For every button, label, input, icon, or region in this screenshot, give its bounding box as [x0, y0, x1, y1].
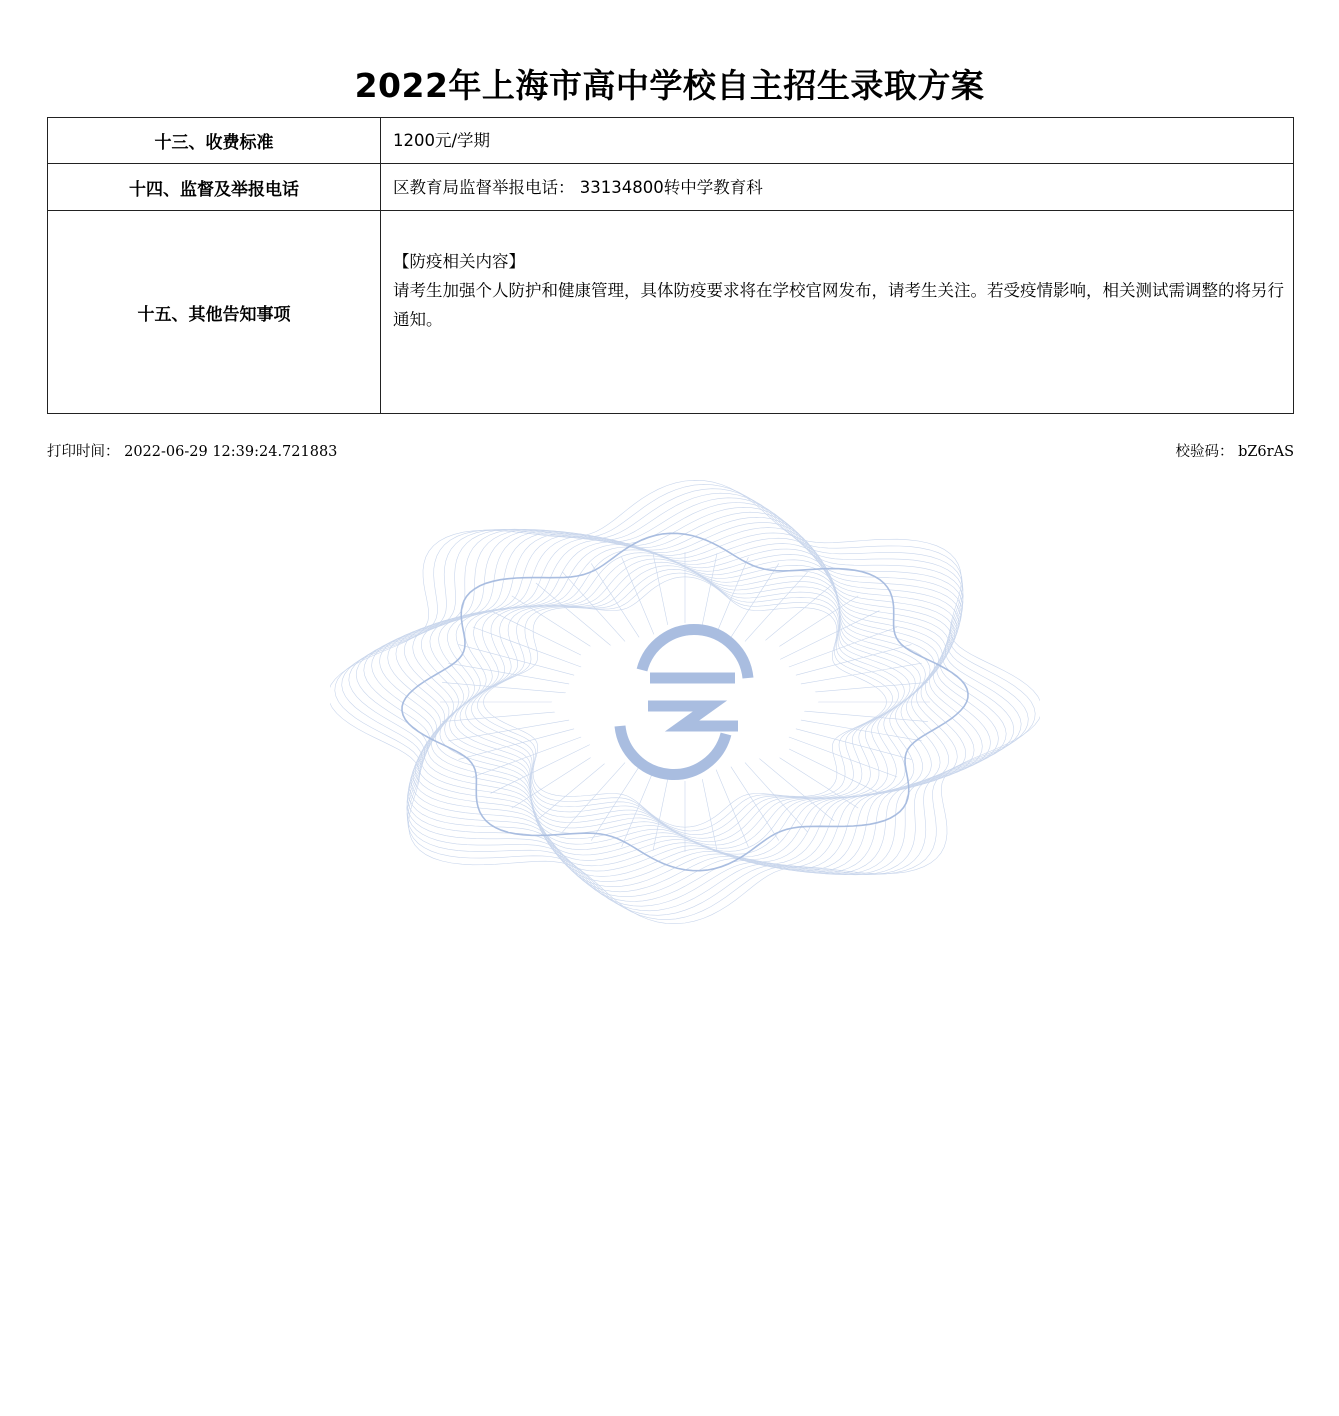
notice-heading: 【防疫相关内容】: [393, 252, 525, 271]
row-value-fee: 1200元/学期: [381, 118, 1294, 164]
admission-info-table: [47, 117, 1294, 414]
row-value-hotline: 区教育局监督举报电话： 33134800转中学教育科: [381, 164, 1294, 211]
row-value-other-notices: [381, 211, 1294, 414]
row-label-fee: 十三、收费标准: [48, 118, 381, 164]
document-title: 2022年上海市高中学校自主招生录取方案: [354, 66, 985, 105]
row-label-other-notices: 十五、其他告知事项: [48, 211, 381, 414]
guilloche-seal-icon: [330, 480, 1040, 925]
table-row-hotline: [48, 164, 1294, 211]
notice-body: 请考生加强个人防护和健康管理，具体防疫要求将在学校官网发布，请考生关注。若受疫情影响，相关测试需调整的将另行通知。: [393, 281, 1284, 329]
verification-code: 校验码： bZ6rAS: [1175, 444, 1294, 460]
table-row-other-notices: [48, 211, 1294, 414]
row-label-hotline: 十四、监督及举报电话: [48, 164, 381, 211]
print-time: 打印时间： 2022-06-29 12:39:24.721883: [47, 444, 338, 460]
table-row-fee: [48, 118, 1294, 164]
